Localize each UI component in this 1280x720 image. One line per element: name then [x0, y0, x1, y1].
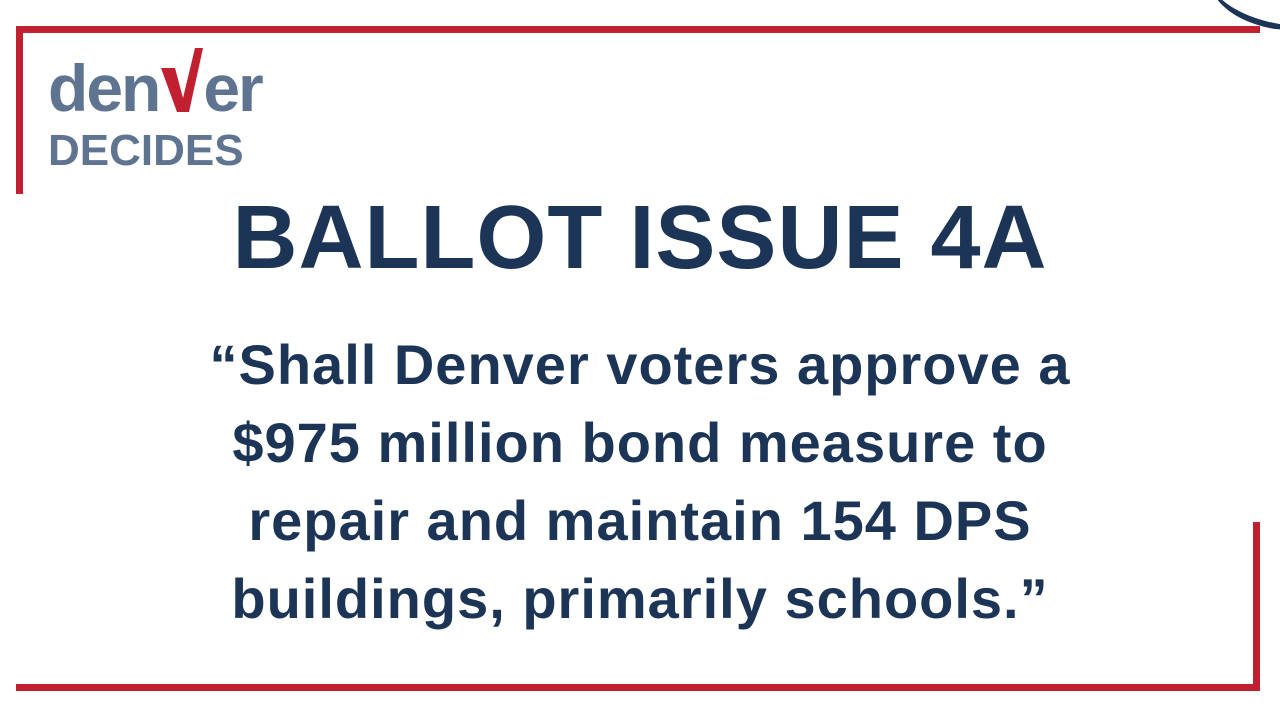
ballot-question	[140, 326, 1140, 638]
logo-word-end: er	[203, 51, 262, 125]
question-line: repair and maintain 154 DPS	[248, 489, 1032, 552]
frame-left-line	[16, 26, 23, 194]
denver-decides-logo	[48, 40, 288, 180]
question-line: $975 million bond measure to	[232, 411, 1048, 474]
checkmark-v-icon	[159, 68, 203, 128]
question-line: “Shall Denver voters approve a	[209, 333, 1071, 396]
question-line: buildings, primarily schools.”	[231, 567, 1049, 630]
logo-subtitle: DECIDES	[48, 126, 244, 175]
page-title: BALLOT ISSUE 4A	[232, 188, 1048, 288]
frame-right-line	[1253, 522, 1260, 691]
frame-top-line	[16, 26, 1260, 33]
corner-swoosh	[1204, 0, 1280, 42]
logo-word-start: den	[48, 51, 160, 125]
logo-wordmark	[48, 48, 262, 128]
frame-bottom-line	[16, 684, 1260, 691]
